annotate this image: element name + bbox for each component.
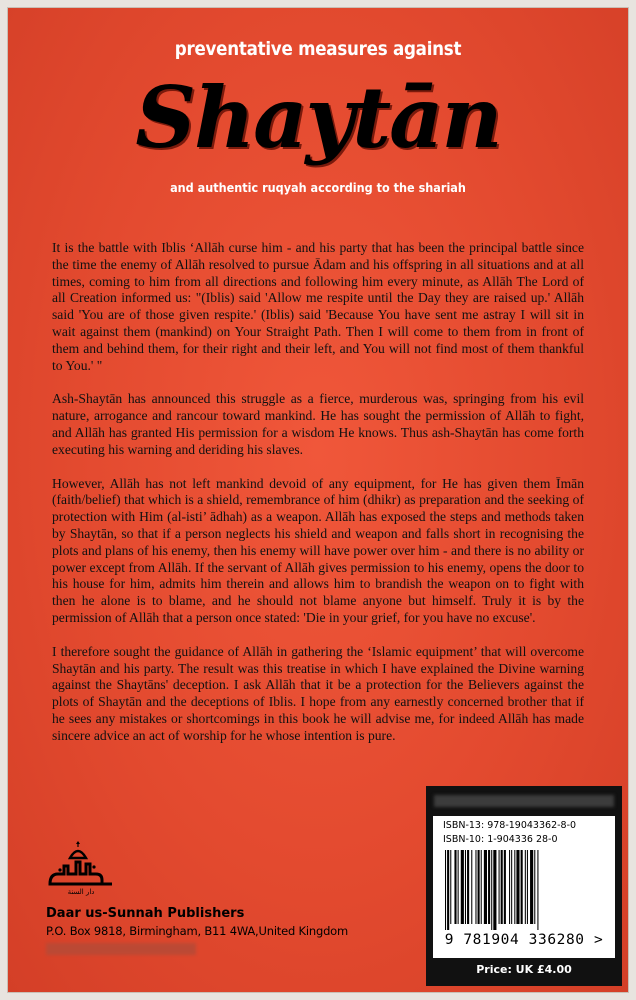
barcode-bar: [461, 850, 464, 924]
barcode-bar: [527, 850, 528, 924]
barcode: [443, 850, 605, 930]
redacted-email: [46, 943, 196, 955]
barcode-bar: [491, 850, 492, 930]
logo-text: دار السنة: [67, 888, 95, 896]
book-back-cover: [8, 8, 628, 992]
isbn-panel: [426, 786, 622, 986]
cover-subtitle-top: preventative measures against: [174, 38, 462, 60]
cover-title: Shaytān: [135, 68, 501, 167]
barcode-bar: [471, 850, 472, 924]
blurb-paragraph: Ash-Shaytān has announced this struggle as a fierce, murderous was, springing from his evil nature, arrogance and rancour toward mankind. He has sought the permission of Allāh to fight, and Allāh has granted His permission for a wisdom He knows. Thus ash-Shaytān has come forth executing his warning and deriding his slaves.: [52, 391, 584, 457]
barcode-bar: [534, 850, 535, 924]
barcode-bar: [499, 850, 500, 924]
publisher-name: Daar us-Sunnah Publishers: [46, 906, 245, 921]
barcode-bar: [458, 850, 459, 924]
barcode-bar: [478, 850, 480, 924]
isbn-10: ISBN-10: 1-904336 28-0: [443, 834, 558, 845]
barcode-bar: [516, 850, 519, 924]
barcode-bar: [509, 850, 510, 924]
barcode-bar: [537, 850, 538, 930]
barcode-bar: [521, 850, 523, 924]
blurb-paragraph: I therefore sought the guidance of Allāh in gathering the ‘Islamic equipment’ that will overcome Shaytān and his party. The result was this treatise in which I have explained the Divine warning against the Shaytāns' deception. I ask Allāh that it be a protection for the Believers against the plots of Shaytān and the deceptions of Iblis. I hope from any earnestly concerned brother that if he sees any mistakes or shortcomings in this book he will advise me, for indeed Allāh has made sincere advice an act of worship for he whose intention is pure.: [52, 643, 584, 743]
barcode-bar: [454, 850, 456, 924]
barcode-bar: [445, 850, 446, 930]
barcode-bar: [467, 850, 469, 924]
barcode-bar: [447, 850, 449, 930]
barcode-bar: [475, 850, 476, 924]
barcode-bar: [511, 850, 512, 924]
barcode-bar: [504, 850, 506, 924]
barcode-bar: [525, 850, 526, 924]
blurb-text: [52, 240, 584, 762]
cover-subtitle-bottom: and authentic ruqyah according to the shariah: [170, 180, 466, 195]
barcode-bar: [481, 850, 482, 924]
blurb-paragraph: However, Allāh has not left mankind devoid of any equipment, for He has given them Īmān (faith/belief) that which is a shield, remembrance of him (dhikr) as preparation and the seeking of protection with Him (al-isti’ ādhah) as a weapon. Allāh has exposed the steps and methods taken by Shaytān, so that if a person neglects his shield and weapon and falls short in recognising the plots and plans of his enemy, then his enemy will have power over him - and there is no ability or power except from Allāh. If the servant of Allāh gives permission to his enemy, opens the door to his house for him, admits him therein and allows him to brandish the weapon on to fight with then he alone is to blame, and he should not blame anyone but himself. Truly it is by the permission of Allāh that a person once stated: 'Die in your grief, for you have no excuse'.: [52, 475, 584, 625]
barcode-bar: [514, 850, 515, 924]
barcode-digits: 9 781904 336280 >: [444, 932, 604, 948]
barcode-bar: [488, 850, 490, 924]
barcode-bar: [493, 850, 496, 930]
barcode-bar: [465, 850, 466, 924]
price-label: Price: UK £4.00: [476, 963, 572, 976]
barcode-bar: [501, 850, 503, 924]
redacted-contact: [434, 795, 614, 807]
publisher-logo: [46, 840, 116, 896]
isbn-13: ISBN-13: 978-19043362-8-0: [443, 820, 577, 831]
barcode-bar: [450, 850, 451, 924]
blurb-paragraph: It is the battle with Iblis ‘Allāh curse him - and his party that has been the principal battle since the time the enemy of Allāh resolved to pursue Ādam and his offspring in all situations and at all times, coming to him from all directions and following him every minute, as Allāh The Lord of all Creation informed us: "(Iblis) said 'Allow me respite until the Day they are raised up.' Allāh said 'You are of those given respite.' (Iblis) said 'Because You have sent me astray I will sit in wait against them (mankind) on Your Straight Path. Then I will come to them from in front of them and behind them, for their right and their left, and You will not find most of them thankful to You.' ": [52, 240, 584, 373]
barcode-bar: [530, 850, 533, 924]
publisher-address: P.O. Box 9818, Birmingham, B11 4WA,United Kingdom: [46, 924, 349, 938]
barcode-bar: [484, 850, 487, 924]
barcode-panel: [433, 816, 615, 958]
